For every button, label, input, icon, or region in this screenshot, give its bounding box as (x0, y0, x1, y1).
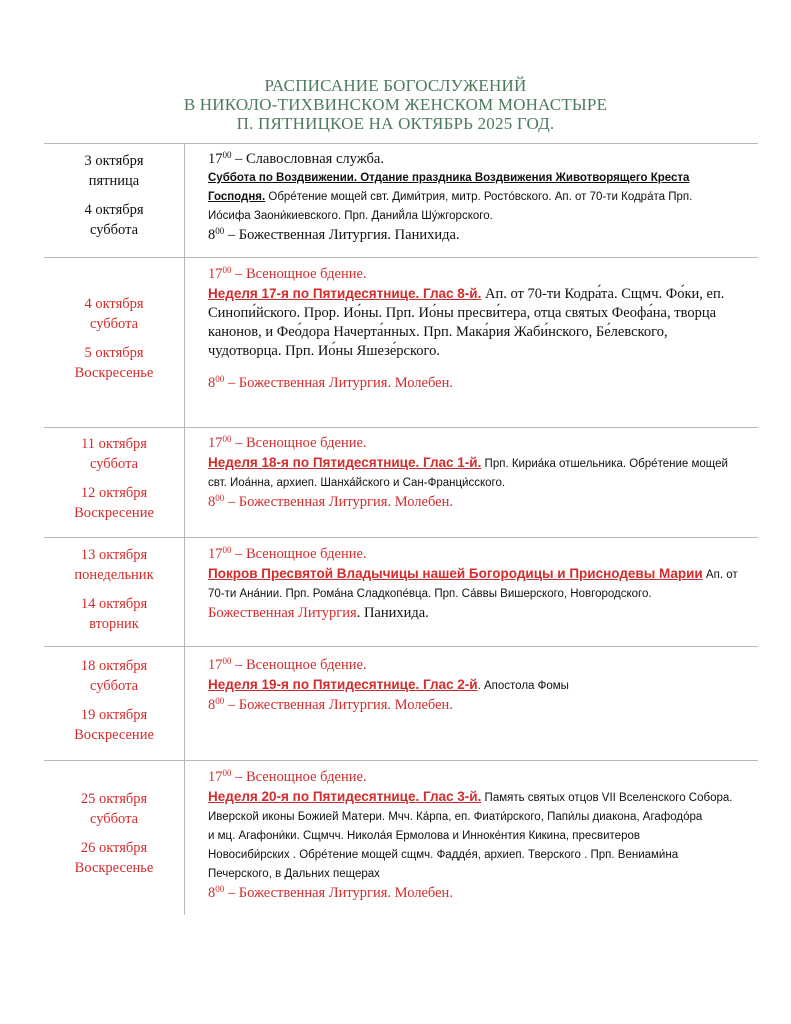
row-6-dates (44, 790, 184, 888)
text-line: свт. Иоа́нна, архиеп. Шанха́йского и Сан-Франци́сского. (208, 477, 506, 489)
date: 4 октября (84, 202, 144, 218)
weekday: Воскресение (74, 504, 154, 521)
weekday: суббота (89, 810, 139, 827)
text-line: канонов, и Фео́дора Начерта́нных. Прп. Мака́рия Жаби́нского, Бе́левского, (208, 324, 668, 340)
row-4-content (208, 545, 758, 623)
feast-title: Покров Пресвятой Владычицы нашей Богородицы и Приснодевы Марии (208, 566, 703, 581)
title-line-3: П. ПЯТНИЦКОЕ НА ОКТЯБРЬ 2025 ГОД. (236, 114, 555, 133)
title-line-1: РАСПИСАНИЕ БОГОСЛУЖЕНИЙ (264, 76, 527, 95)
date: 13 октября (80, 547, 148, 563)
service-line: $17^{00}$ – Всенощное бдение. (208, 545, 367, 562)
weekday: Воскресение (74, 726, 154, 743)
row-6-content (208, 768, 758, 903)
text-line: Неделя 19-я по Пятидесятнице. Глас 2-й. Апостола Фомы (208, 677, 569, 692)
text-line: Ио́сифа Заони́киевского. Прп. Даний́ла Шу́жгорского. (208, 210, 493, 222)
sunday-title: Неделя 17-я по Пятидесятнице. Глас 8-й. (208, 286, 482, 301)
text-line: Синопи́йского. Прор. Ио́ны. Прп. Ио́ны пресви́тера, отца святых Феофа́на, творца (208, 305, 717, 321)
sunday-title: Неделя 19-я по Пятидесятнице. Глас 2-й (208, 677, 478, 692)
date: 19 октября (80, 707, 148, 723)
row-divider (44, 646, 758, 647)
weekday: суббота (89, 315, 139, 332)
text-line: Неделя 17-я по Пятидесятнице. Глас 8-й. Ап. от 70-ти Кодра́та. Сщмч. Фо́ки, еп. (208, 286, 725, 302)
weekday: Воскресенье (74, 364, 154, 381)
page-title (0, 76, 791, 133)
row-3-content (208, 434, 758, 512)
service-line: $17^{00}$ – Славословная служба. (208, 150, 384, 167)
sunday-title: Неделя 18-я по Пятидесятнице. Глас 1-й. (208, 455, 482, 470)
service-line: $17^{00}$ – Всенощное бдение. (208, 656, 367, 673)
text-line: Печерского, в Дальних пещерах (208, 868, 380, 880)
weekday: вторник (89, 615, 139, 632)
service-line: $8^{00}$ – Божественная Литургия. Молебен. (208, 884, 453, 901)
row-5-content (208, 656, 758, 715)
text-line: Неделя 18-я по Пятидесятнице. Глас 1-й. Прп. Кириа́ка отшельника. Обре́тение мощей (208, 455, 728, 470)
date: 26 октября (80, 840, 148, 856)
title-line-2: В НИКОЛО-ТИХВИНСКОМ ЖЕНСКОМ МОНАСТЫРЕ (183, 95, 608, 114)
service-line: $17^{00}$ – Всенощное бдение. (208, 265, 367, 282)
sunday-title: Неделя 20-я по Пятидесятнице. Глас 3-й. (208, 789, 482, 804)
date: 4 октября (84, 296, 144, 312)
feast-title: Суббота по Воздвижении. Отдание праздника Воздвижения Животворящего Креста (208, 172, 690, 184)
table-top-rule (44, 143, 758, 144)
service-line: $17^{00}$ – Всенощное бдение. (208, 768, 367, 785)
text-line: 70-ти Ана́нии. Прп. Рома́на Сладкопе́вца. Прп. Са́ввы Вишерского, Новгородского. (208, 588, 652, 600)
date: 5 октября (84, 345, 144, 361)
row-divider (44, 760, 758, 761)
date: 11 октября (81, 436, 147, 452)
date: 14 октября (80, 596, 148, 612)
date: 3 октября (84, 153, 144, 169)
row-2-dates (44, 295, 184, 393)
text-line: Покров Пресвятой Владычицы нашей Богородицы и Приснодевы Марии Ап. от (208, 566, 738, 581)
service-line: $8^{00}$ – Божественная Литургия. Панихида. (208, 226, 460, 243)
row-divider (44, 537, 758, 538)
text-line: Неделя 20-я по Пятидесятнице. Глас 3-й. Память святых отцов VII Вселенского Собора. (208, 789, 733, 804)
weekday: суббота (89, 221, 139, 238)
weekday: суббота (89, 677, 139, 694)
row-divider (44, 257, 758, 258)
weekday: пятница (88, 172, 140, 189)
text-line: Новосиби́рских . Обре́тение мощей сщмч. Фадде́я, архиеп. Тверского . Прп. Вениами́на (208, 849, 679, 861)
service-line: Божественная Литургия. Панихида. (208, 605, 429, 621)
text-line: чудотворца. Прп. Ио́ны Яшезе́рского. (208, 343, 440, 359)
date: 18 октября (80, 658, 148, 674)
service-line: $8^{00}$ – Божественная Литургия. Молебен. (208, 493, 453, 510)
table-column-divider (184, 143, 185, 915)
row-divider (44, 427, 758, 428)
row-1-content (208, 150, 758, 245)
row-3-dates (44, 435, 184, 533)
date: 12 октября (80, 485, 148, 501)
text-line: Господня. Обре́тение мощей свт. Дими́трия, митр. Росто́вского. Ап. от 70-ти Кодра́та Прп. (208, 191, 693, 203)
date: 25 октября (80, 791, 148, 807)
service-line: $8^{00}$ – Божественная Литургия. Молебен. (208, 374, 453, 391)
text-line: и мц. Агафони́ки. Сщмчч. Никола́я Ермолова и Иннoке́нтия Кикина, пресвитеров (208, 830, 640, 842)
weekday: Воскресенье (74, 859, 154, 876)
row-2-content (208, 265, 758, 393)
row-4-dates (44, 546, 184, 644)
service-line: $8^{00}$ – Божественная Литургия. Молебен. (208, 696, 453, 713)
text-line: Иверской иконы Божией Матери. Мчч. Ка́рпа, еп. Фиати́рского, Папи́лы диакона, Агафодо́ра (208, 811, 703, 823)
row-5-dates (44, 657, 184, 755)
weekday: суббота (89, 455, 139, 472)
service-line: $17^{00}$ – Всенощное бдение. (208, 434, 367, 451)
row-1-dates (44, 152, 184, 250)
weekday: понедельник (74, 566, 154, 583)
